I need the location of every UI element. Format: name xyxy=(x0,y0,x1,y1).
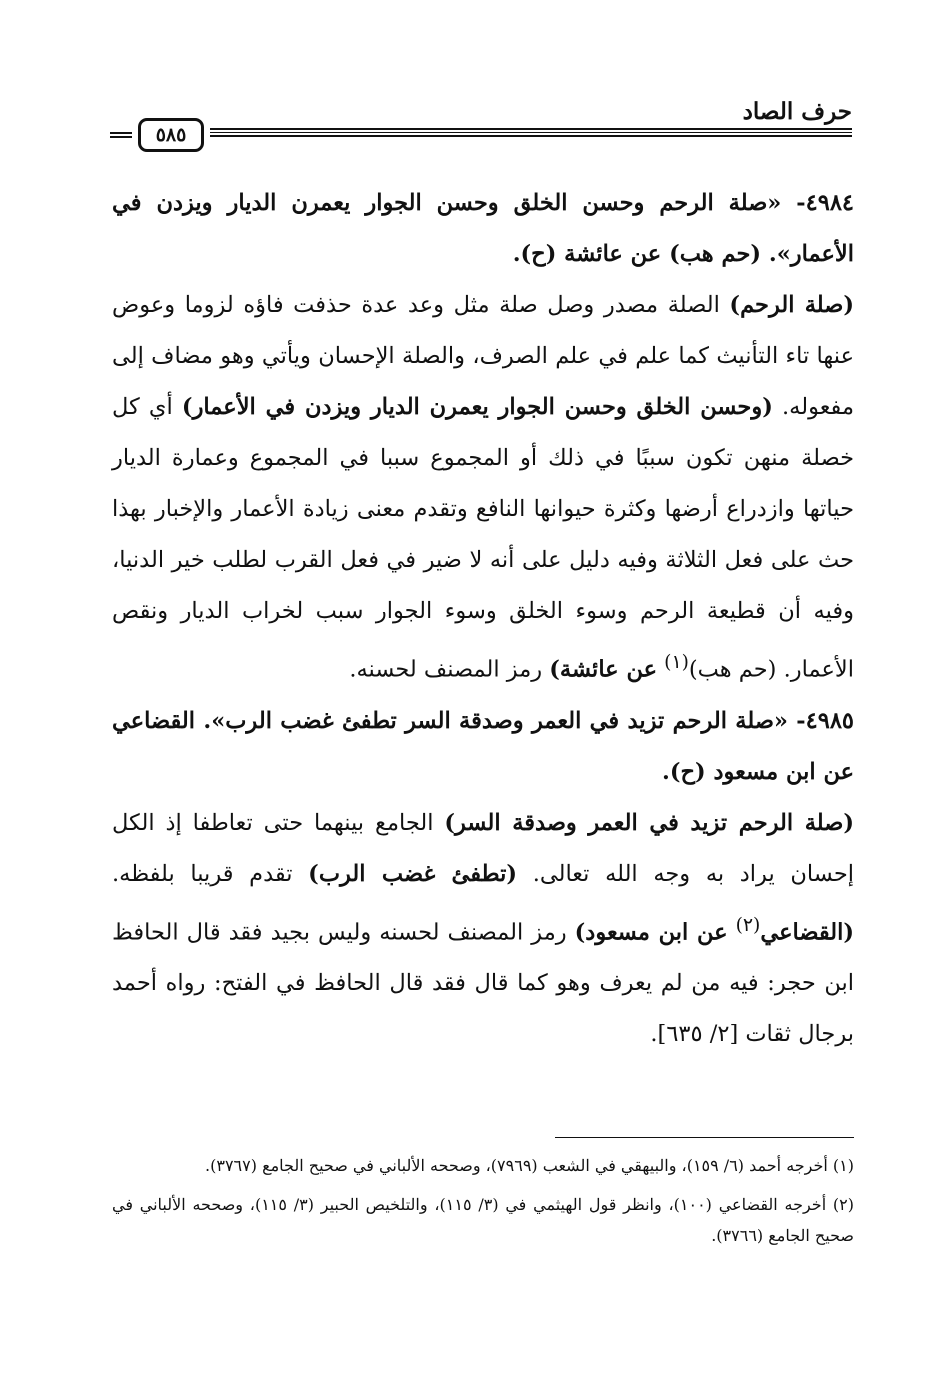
footnote-2: (٢) أخرجه القضاعي (١٠٠)، وانظر قول الهيثمي في (٣/ ١١٥)، والتلخيص الحبير (٣/ ١١٥)، وصححه الألباني في صحيح الجامع (٣٧٦٦). xyxy=(112,1195,854,1245)
header-rule-left xyxy=(110,132,132,138)
page-number: ٥٨٥ xyxy=(138,118,204,152)
commentary-phrase: (تطفئ غضب الرب) xyxy=(308,860,518,887)
commentary-phrase: (صلة الرحم) xyxy=(729,292,854,318)
commentary-phrase: عن ابن مسعود) xyxy=(574,919,728,945)
footnotes xyxy=(112,1150,854,1259)
commentary-phrase: (صلة الرحم تزيد في العمر وصدقة السر) xyxy=(444,809,854,836)
commentary-text: أي كل خصلة منهن تكون سببًا في ذلك أو المجموع سببا في المجموع وعمارة الديار حياتها وازدراع أرضها وكثرة حيوانها النافع وتقدم معنى زيادة الأعمار والإخبار بهذا حث على فعل الثلاثة وفيه دليل على أنه لا ضير في فعل القرب لطلب خير الدنيا، وفيه أن قطيعة الرحم وسوء الخلق وسوء الجوار سبب لخراب الديار ونقص الأعمار. xyxy=(112,394,854,683)
chapter-title: حرف الصاد xyxy=(742,98,852,125)
commentary-space xyxy=(728,919,736,945)
main-text xyxy=(112,178,854,1060)
page-header xyxy=(110,98,852,158)
commentary-source: (القضاعي xyxy=(760,919,854,945)
commentary-4985 xyxy=(112,798,854,1061)
commentary-source: (حم هب) xyxy=(688,656,777,683)
commentary-text: الصلة مصدر وصل صلة مثل وعد عدة حذفت فاؤه لزوما وعوض عنها تاء التأنيث كما علم في علم الصرف، والصلة الإحسان ويأتي وهو مضاف إلى مفعوله. xyxy=(112,292,854,420)
commentary-phrase: (وحسن الخلق وحسن الجوار يعمرن الديار ويزدن في الأعمار) xyxy=(181,394,773,420)
footnote-ref-2[interactable]: (٢) xyxy=(735,914,761,936)
commentary-text: تقدم قريبا بلفظه. xyxy=(112,860,309,887)
hadith-4984: ٤٩٨٤- «صلة الرحم وحسن الخلق وحسن الجوار يعمرن الديار ويزدن في الأعمار». (حم هب) عن عائشة (ح). xyxy=(112,190,854,267)
commentary-phrase: عن عائشة) xyxy=(549,656,657,683)
footnote-separator xyxy=(555,1137,854,1138)
commentary-text: رمز المصنف لحسنه. xyxy=(349,656,550,683)
header-rule xyxy=(210,128,852,137)
footnote-1: (١) أخرجه أحمد (٦/ ١٥٩)، والبيهقي في الشعب (٧٩٦٩)، وصححه الألباني في صحيح الجامع (٣٧٦٧). xyxy=(205,1156,854,1175)
footnote-ref-1[interactable]: (١) xyxy=(664,652,689,673)
hadith-4985: ٤٩٨٥- «صلة الرحم تزيد في العمر وصدقة السر تطفئ غضب الرب». القضاعي عن ابن مسعود (ح). xyxy=(112,707,854,785)
commentary-text: الجامع بينهما حتى تعاطفا إذ الكل إحسان يراد به وجه الله تعالى. xyxy=(112,809,854,887)
commentary-text: رمز المصنف لحسنه وليس بجيد فقد قال الحافظ ابن حجر: فيه من لم يعرف وهو كما قال فقد قال الحافظ في الفتح: رواه أحمد برجال ثقات [٢/ ٦٣٥]. xyxy=(112,919,854,1047)
commentary-4984 xyxy=(112,280,854,696)
